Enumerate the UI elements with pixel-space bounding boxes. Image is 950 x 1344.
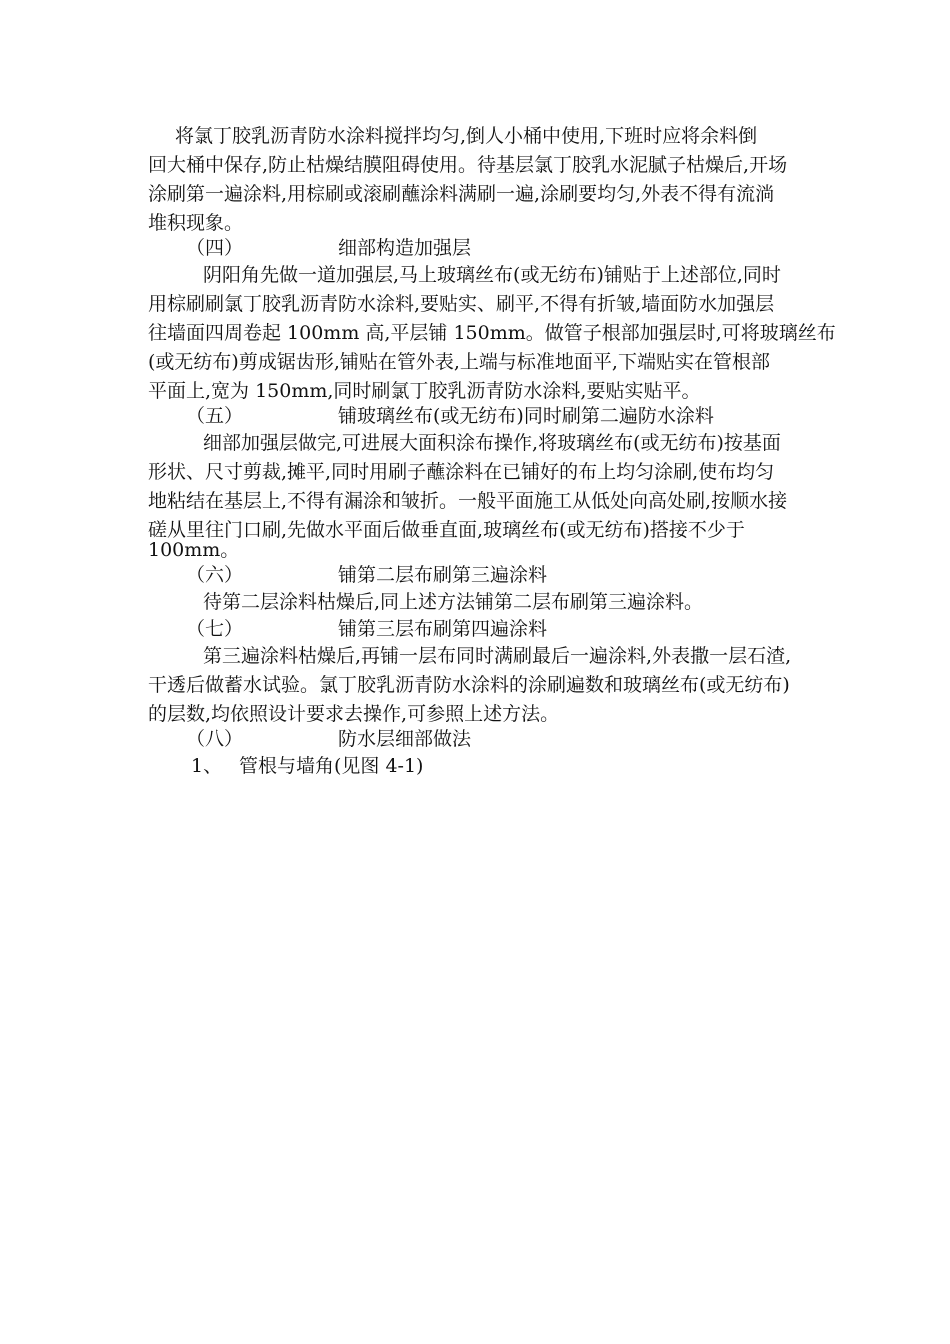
paragraph-4-line-1: 待第二层涂料枯燥后,同上述方法铺第二层布刷第三遍涂料。 — [203, 591, 704, 613]
paragraph-2-line-5: 平面上,宽为 150mm,同时刷氯丁胶乳沥青防水涂料,要贴实贴平。 — [148, 380, 701, 402]
section-5-heading: 铺玻璃丝布(或无纺布)同时刷第二遍防水涂料 — [338, 405, 714, 427]
section-4-number: （四） — [186, 237, 244, 259]
paragraph-2-line-2: 用棕刷刷氯丁胶乳沥青防水涂料,要贴实、刷平,不得有折皱,墙面防水加强层 — [148, 293, 775, 315]
paragraph-3-line-4: 磋从里往门口刷,先做水平面后做垂直面,玻璃丝布(或无纺布)搭接不少于 — [148, 519, 745, 541]
section-5-number: （五） — [186, 405, 244, 427]
section-7-heading: 铺第三层布刷第四遍涂料 — [338, 618, 548, 640]
paragraph-3-line-5: 100mm。 — [148, 539, 240, 561]
paragraph-5-line-1: 第三遍涂料枯燥后,再铺一层布同时满刷最后一遍涂料,外表撒一层石渣, — [203, 645, 792, 667]
paragraph-3-line-1: 细部加强层做完,可进展大面积涂布操作,将玻璃丝布(或无纺布)按基面 — [203, 432, 781, 454]
paragraph-1-line-2: 回大桶中保存,防止枯燥结膜阻碍使用。待基层氯丁胶乳水泥腻子枯燥后,开场 — [148, 154, 788, 176]
paragraph-2-line-1: 阴阳角先做一道加强层,马上玻璃丝布(或无纺布)铺贴于上述部位,同时 — [203, 264, 781, 286]
section-6-number: （六） — [186, 564, 244, 586]
section-7-number: （七） — [186, 618, 244, 640]
section-6-heading: 铺第二层布刷第三遍涂料 — [338, 564, 548, 586]
paragraph-1-line-4: 堆积现象。 — [148, 212, 244, 234]
item-1-heading: 管根与墙角(见图 4-1) — [239, 755, 424, 777]
paragraph-1-line-3: 涂刷第一遍涂料,用棕刷或滚刷蘸涂料满刷一遍,涂刷要均匀,外表不得有流淌 — [148, 183, 775, 205]
section-4-heading: 细部构造加强层 — [338, 237, 472, 259]
section-8-heading: 防水层细部做法 — [338, 728, 472, 750]
item-1-number: 1、 — [191, 755, 223, 777]
paragraph-5-line-3: 的层数,均依照设计要求去操作,可参照上述方法。 — [148, 703, 560, 725]
paragraph-5-line-2: 干透后做蓄水试验。氯丁胶乳沥青防水涂料的涂刷遍数和玻璃丝布(或无纺布) — [148, 674, 790, 696]
paragraph-1-line-1: 将氯丁胶乳沥青防水涂料搅拌均匀,倒人小桶中使用,下班时应将余料倒 — [175, 125, 758, 147]
paragraph-3-line-3: 地粘结在基层上,不得有漏涂和皱折。一般平面施工从低处向高处刷,按顺水接 — [148, 490, 788, 512]
paragraph-3-line-2: 形状、尺寸剪裁,摊平,同时用刷子蘸涂料在已铺好的布上均匀涂刷,使布均匀 — [148, 461, 775, 483]
paragraph-2-line-4: (或无纺布)剪成锯齿形,铺贴在管外表,上端与标准地面平,下端贴实在管根部 — [148, 351, 770, 373]
section-8-number: （八） — [186, 728, 244, 750]
paragraph-2-line-3: 往墙面四周卷起 100mm 高,平层铺 150mm。做管子根部加强层时,可将玻璃丝布 — [148, 322, 836, 344]
